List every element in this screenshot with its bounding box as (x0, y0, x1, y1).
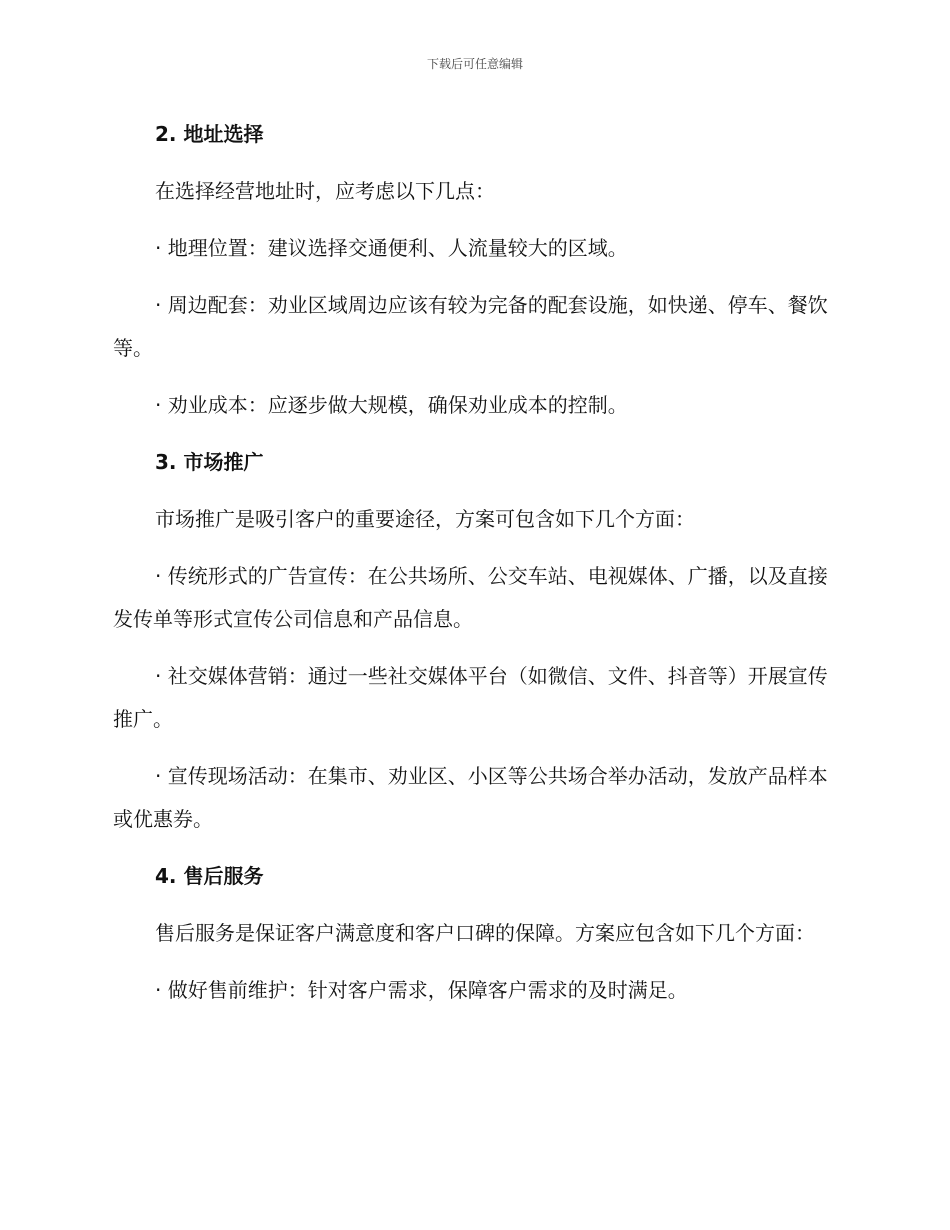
bullet-paragraph: · 劝业成本：应逐步做大规模，确保劝业成本的控制。 (155, 393, 628, 417)
bullet-paragraph: · 地理位置：建议选择交通便利、人流量较大的区域。 (155, 236, 628, 260)
section-heading-address: 2. 地址选择 (155, 122, 264, 146)
section-heading-marketing: 3. 市场推广 (155, 450, 264, 474)
bullet-paragraph: · 周边配套：劝业区域周边应该有较为完备的配套设施，如快递、停车、餐饮等。 (113, 293, 828, 360)
paragraph: 售后服务是保证客户满意度和客户口碑的保障。方案应包含如下几个方面： (155, 921, 815, 945)
bullet-paragraph: · 宣传现场活动：在集市、劝业区、小区等公共场合举办活动，发放产品样本或优惠券。 (113, 764, 828, 831)
bullet-paragraph: · 社交媒体营销：通过一些社交媒体平台（如微信、文件、抖音等）开展宣传推广。 (113, 664, 828, 731)
document-body (113, 113, 833, 1026)
paragraph: 在选择经营地址时，应考虑以下几点： (155, 179, 495, 203)
page-header: 下载后可任意编辑 (426, 57, 523, 71)
bullet-paragraph: · 做好售前维护：针对客户需求，保障客户需求的及时满足。 (155, 978, 688, 1002)
bullet-paragraph: · 传统形式的广告宣传：在公共场所、公交车站、电视媒体、广播，以及直接发传单等形式宣传公司信息和产品信息。 (113, 564, 828, 631)
paragraph: 市场推广是吸引客户的重要途径，方案可包含如下几个方面： (155, 507, 695, 531)
section-heading-after-sales: 4. 售后服务 (155, 864, 264, 888)
